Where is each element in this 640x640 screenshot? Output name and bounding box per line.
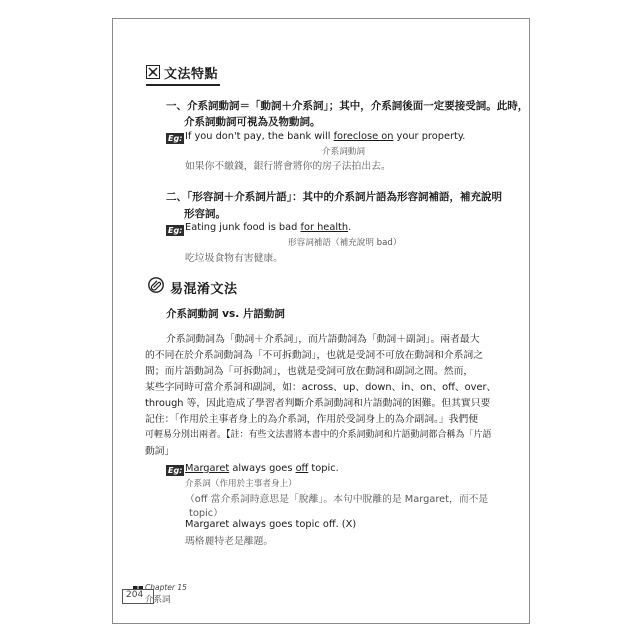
example-2-post: .: [348, 222, 352, 233]
example-1-pre: If you don't pay, the bank will: [185, 131, 334, 142]
para-line-2: 的不同在於介系詞動詞為「不可拆動詞」，也就是受詞不可放在動詞和介系詞之: [145, 350, 483, 361]
example-badge: Eg:: [168, 226, 183, 235]
para-line-6: 記住：「作用於主事者身上的為介系詞，作用於受詞身上的為介副詞。」我們便: [145, 414, 479, 425]
example-3-post: topic.: [308, 463, 339, 474]
example-3-wrong: Margaret always goes topic off. (X): [185, 519, 357, 530]
example-3-expl-1: （off 當介系詞時意思是「脫離」。本句中脫離的是 Margaret，而不是: [185, 494, 489, 505]
para-line-4: 某些字同時可當介系詞和副詞，如：across、up、down、in、on、off、over、: [145, 382, 497, 393]
para-line-8: 動詞」: [145, 446, 175, 457]
example-1-phrasal: foreclose on: [333, 131, 394, 142]
example-3-subject: Margaret: [185, 463, 230, 474]
example-3-expl-2: topic）: [189, 508, 223, 519]
page-number: 204: [126, 590, 144, 600]
example-3-note: 介系詞（作用於主事者身上）: [185, 479, 297, 489]
example-1-sentence: [185, 131, 465, 142]
chapter-title: 介系詞: [145, 595, 171, 605]
example-1-note: 介系詞動詞: [322, 147, 365, 157]
rule-2-line-1: 二、「形容詞＋介系詞片語」：其中的介系詞片語為形容詞補語，補充說明: [166, 191, 502, 203]
example-1-post: your property.: [393, 131, 466, 142]
example-2-sentence: [185, 222, 351, 233]
chapter-label: Chapter 15: [145, 583, 187, 592]
example-3-translation: 瑪格麗特老是離題。: [185, 536, 274, 547]
example-2-translation: 吃垃圾食物有害健康。: [185, 253, 283, 264]
rule-1-line-1: 一、介系詞動詞＝「動詞＋介系詞」；其中，介系詞後面一定要接受詞。此時，: [166, 100, 529, 112]
para-line-3: 間；而片語動詞為「可拆動詞」，也就是受詞可放在動詞和副詞之間。然而，: [145, 366, 474, 377]
para-line-1: 介系詞動詞為「動詞＋介系詞」，而片語動詞為「動詞＋副詞」。兩者最大: [166, 334, 480, 345]
example-1-translation: 如果你不繳錢，銀行將會將你的房子法拍出去。: [185, 161, 391, 172]
example-2-phrase: for health: [300, 222, 349, 233]
section-title-underline: [146, 84, 220, 86]
example-badge: Eg:: [168, 134, 183, 143]
subtitle: 介系詞動詞 vs. 片語動詞: [166, 308, 285, 320]
example-badge: Eg:: [168, 466, 183, 475]
example-3-sentence: [185, 463, 339, 474]
para-line-5: through 等，因此造成了學習者判斷介系詞動詞和片語動詞的困難。但其實只要: [145, 398, 491, 409]
example-3-mid: always goes: [229, 463, 296, 474]
example-2-note: 形容詞補語（補充說明 bad）: [288, 238, 402, 248]
section-title-grammar: 文法特點: [164, 67, 219, 82]
section-title-confusing-grammar: 易混淆文法: [170, 282, 238, 297]
example-3-prep: off: [295, 463, 309, 474]
book-icon: [133, 579, 143, 587]
para-line-7: 可輕易分別出兩者。【註：有些文法書將本書中的介系詞動詞和片語動詞都合稱為「片語: [145, 430, 492, 440]
rule-1-line-2: 介系詞動詞可視為及物動詞。: [184, 116, 321, 128]
grammar-icon: [146, 64, 160, 78]
rule-2-line-2: 形容詞。: [184, 208, 226, 220]
paperclip-icon: [148, 277, 164, 293]
example-2-pre: Eating junk food is bad: [185, 222, 301, 233]
